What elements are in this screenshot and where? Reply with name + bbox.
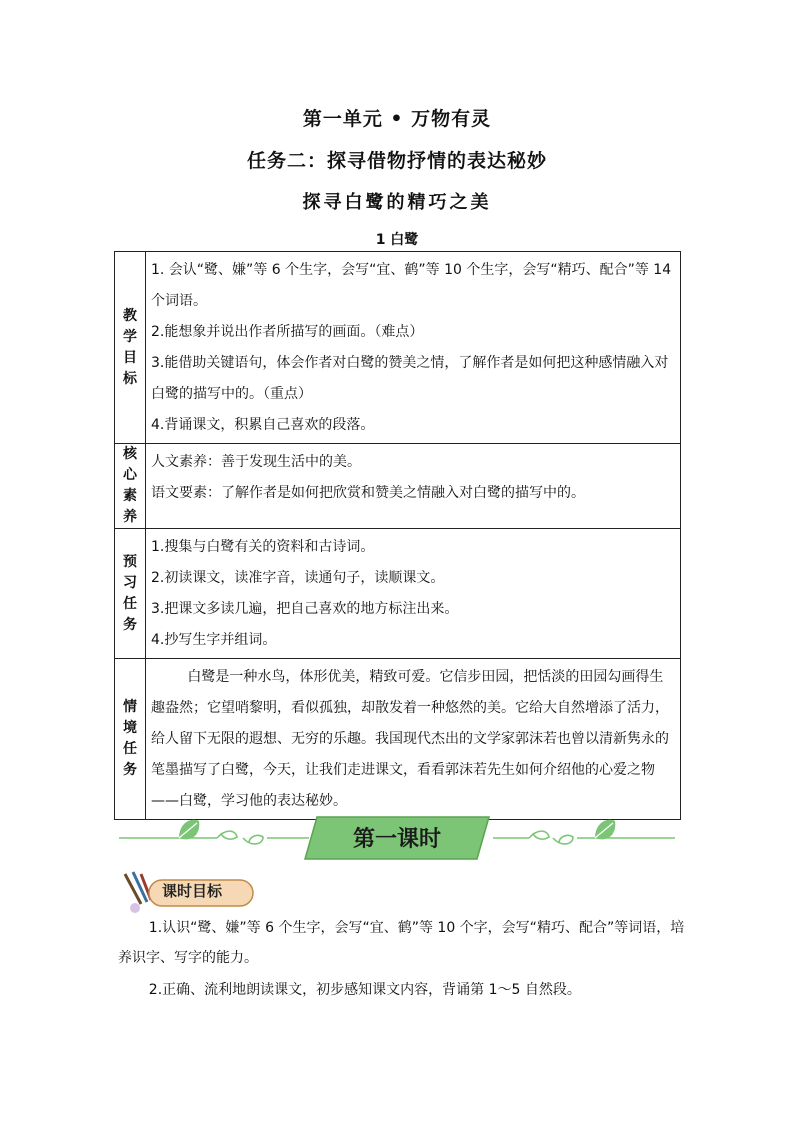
table-row (115, 529, 681, 659)
list-item: 1. 会认“鹭、嫌”等 6 个生字，会写“宜、鹤”等 10 个生字，会写“精巧、配合”等 14 个词语。 (151, 262, 672, 309)
right-leaf-icon (595, 820, 615, 840)
teaching-plan-table (114, 251, 681, 820)
goal-item: 2.正确、流利地朗读课文，初步感知课文内容，背诵第 1～5 自然段。 (148, 982, 581, 998)
list-item: 3.能借助关键语句，体会作者对白鹭的赞美之情，了解作者是如何把这种感情融入对白鹭的描写中的。（重点） (151, 355, 669, 402)
goal-item: 1.认识“鹭、嫌”等 6 个生字，会写“宜、鹤”等 10 个字，会写“精巧、配合”等词语，培养识字、写字的能力。 (118, 920, 685, 966)
lesson-title: 1 白鹭 (375, 232, 419, 248)
unit-title: 第一单元 • 万物有灵 (302, 108, 492, 130)
list-item: 4.背诵课文，积累自己喜欢的段落。 (151, 417, 375, 433)
list-item: 2.能想象并说出作者所描写的画面。（难点） (151, 324, 424, 340)
lesson-banner (117, 811, 677, 865)
list-item: 人文素养：善于发现生活中的美。 (151, 454, 361, 470)
table-row (115, 659, 681, 820)
table-row (115, 444, 681, 529)
section-subtitle: 探寻白鹭的精巧之美 (302, 192, 492, 213)
task-title: 任务二：探寻借物抒情的表达秘妙 (246, 150, 547, 172)
row-label: 教学目标 (123, 307, 137, 387)
banner-text: 第一课时 (352, 826, 442, 852)
brush-pen-icon (125, 872, 151, 913)
list-item: 2.初读课文，读准字音，读通句子，读顺课文。 (151, 570, 445, 586)
list-item: 4.抄写生字并组词。 (151, 632, 277, 648)
badge-label: 课时目标 (162, 882, 223, 900)
list-item: 语文要素：了解作者是如何把欣赏和赞美之情融入对白鹭的描写中的。 (151, 485, 585, 501)
row-label: 预习任务 (123, 553, 137, 633)
row-label: 情境任务 (123, 699, 137, 778)
table-row (115, 252, 681, 444)
left-leaf-icon (179, 820, 199, 840)
context-paragraph: 白鹭是一种水鸟，体形优美，精致可爱。它信步田园，把恬淡的田园勾画得生趣盎然；它望哨黎明，看似孤独，却散发着一种悠然的美。它给大自然增添了活力，给人留下无限的遐想、无穷的乐趣。我国现代杰出的文学家郭沫若也曾以清新隽永的笔墨描写了白鹭，今天，让我们走进课文，看看郭沫若先生如何介绍他的心爱之物——白鹭，学习他的表达秘妙。 (151, 669, 669, 809)
list-item: 1.搜集与白鹭有关的资料和古诗词。 (151, 539, 375, 555)
list-item: 3.把课文多读几遍，把自己喜欢的地方标注出来。 (151, 601, 459, 617)
row-label: 核心素养 (123, 446, 137, 525)
left-vine-ornament (119, 831, 309, 844)
right-vine-ornament (493, 831, 675, 844)
